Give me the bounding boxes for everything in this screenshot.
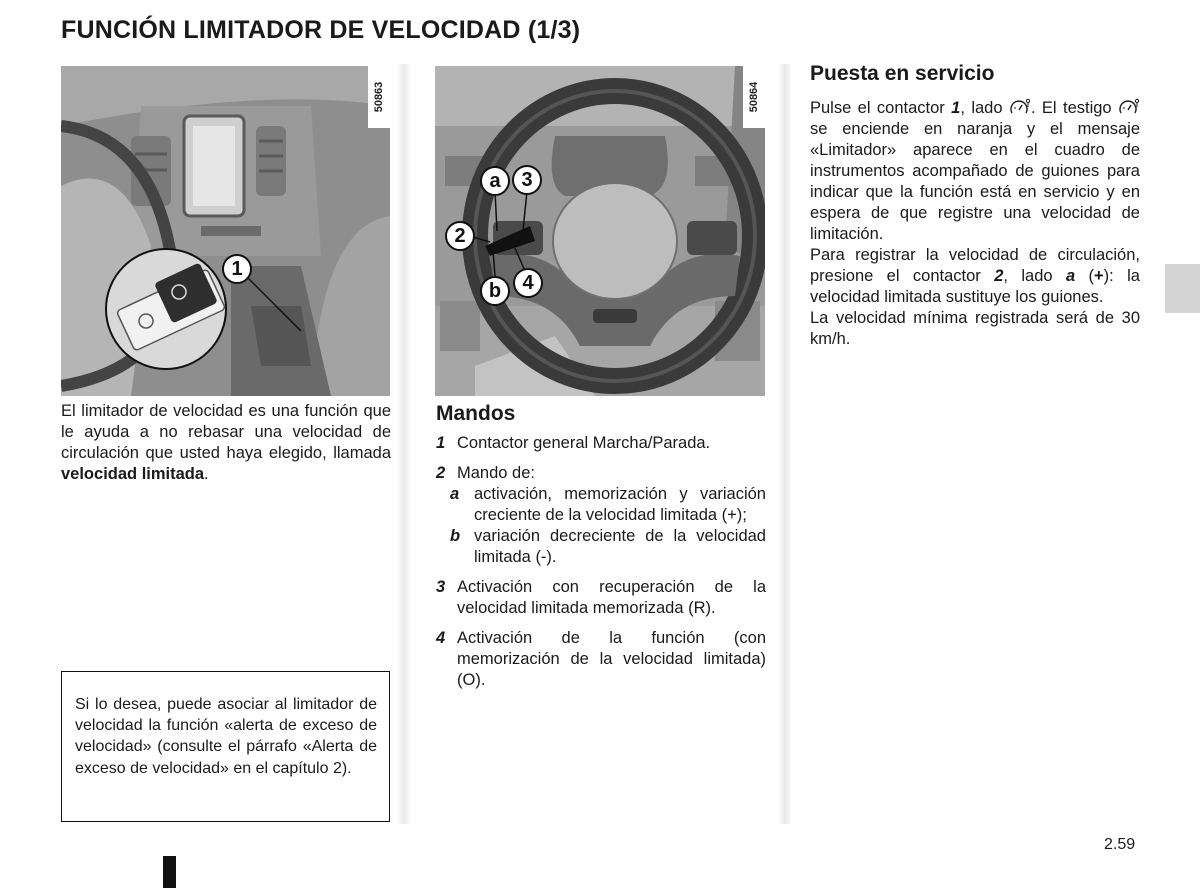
sub-list-item: b variación decreciente de la velocidad limitada (-). (450, 527, 766, 566)
steering-wheel-illustration (435, 66, 765, 396)
speed-limiter-icon (1009, 98, 1031, 116)
note-box (61, 671, 390, 822)
controls-heading: Mandos (436, 402, 516, 425)
startup-paragraph: Pulse el contactor 1, lado . El testigo se enciende en naranja y el mensaje «Limitador» aparece en el cuadro de instrumentos acompañado de guiones para indicar que la función está en servicio y en espera de que registre una velocidad de limitación. (810, 99, 1140, 243)
crop-mark (163, 856, 176, 888)
startup-text (810, 98, 1140, 350)
intro-paragraph: El limitador de velocidad es una función que le ayuda a no rebasar una velocidad de circulación que usted haya elegido, llamada velocidad limitada. (61, 402, 391, 483)
figure-ref-number: 50864 (743, 66, 765, 128)
list-item: 4 Activación de la función (con memorización de la velocidad limitada) (O). (436, 629, 766, 689)
figure-ref-number: 50863 (368, 66, 390, 128)
callout-2: 2 (445, 221, 475, 251)
startup-paragraph: La velocidad mínima registrada será de 30 km/h. (810, 309, 1140, 348)
callout-b: b (480, 276, 510, 306)
sub-list-item: a activación, memorización y variación creciente de la velocidad limitada (+); (450, 485, 766, 524)
dashboard-console-illustration (61, 66, 390, 396)
startup-heading: Puesta en servicio (810, 62, 995, 85)
page-title: FUNCIÓN LIMITADOR DE VELOCIDAD (1/3) (61, 16, 581, 44)
callout-a: a (480, 166, 510, 196)
controls-list (436, 433, 766, 700)
startup-paragraph: Para registrar la velocidad de circulación, presione el contactor 2, lado a (+): la velocidad limitada sustituye los guiones. (810, 246, 1140, 306)
page-number: 2.59 (1104, 836, 1136, 853)
callout-3: 3 (512, 165, 542, 195)
list-item: 1 Contactor general Marcha/Parada. (436, 434, 711, 452)
note-text: Si lo desea, puede asociar al limitador de velocidad la función «alerta de exceso de velocidad» (consulte el párrafo «Alerta de exceso de velocidad» en el capítulo 2). (75, 696, 377, 777)
speed-limiter-warning-icon (1118, 98, 1140, 116)
column-divider (397, 64, 411, 824)
list-item: 3 Activación con recuperación de la velocidad limitada memorizada (R). (436, 578, 766, 617)
callout-1: 1 (222, 254, 252, 284)
chapter-tab (1165, 264, 1200, 313)
list-item: 2 Mando de: a activación, memorización y variación creciente de la velocidad limitada (+); b variación decreciente de la velocidad limitada (-). (436, 464, 766, 566)
callout-4: 4 (513, 268, 543, 298)
column-divider (778, 64, 792, 824)
